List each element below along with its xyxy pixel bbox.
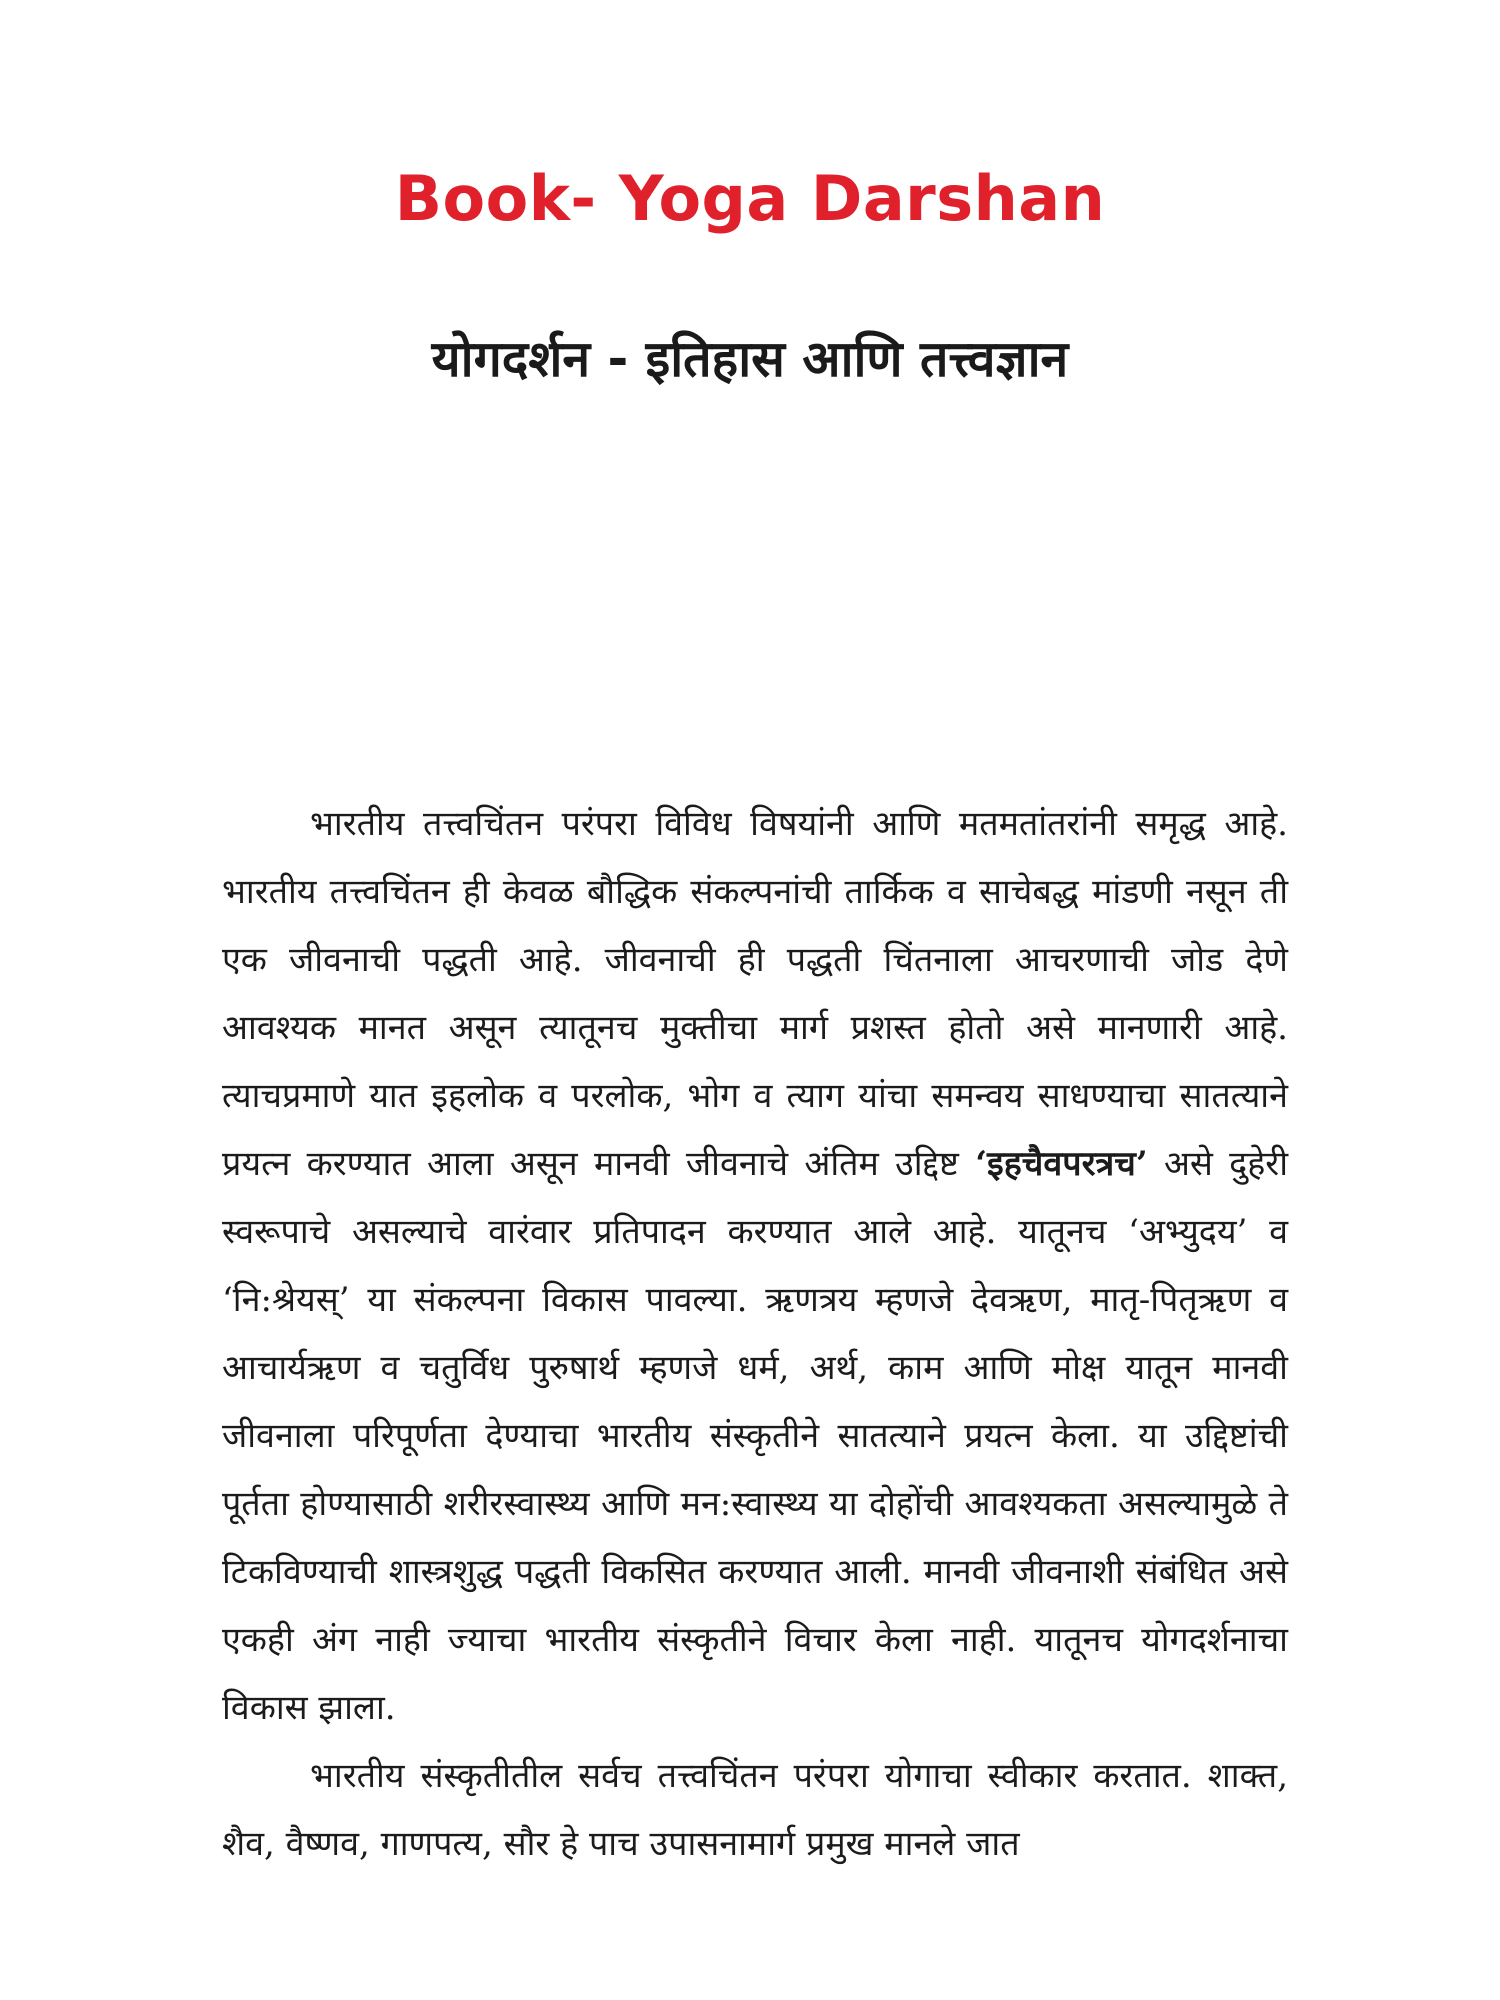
paragraph-1-part-1: भारतीय तत्त्वचिंतन परंपरा विविध विषयांनी आणि मतमतांतरांनी समृद्ध आहे. भारतीय तत्त्वचिंतन ही केवळ बौद्धिक संकल्पनांची तार्किक व साचेबद्ध मांडणी नसून ती एक जीवनाची पद्धती आहे. जीवनाची ही पद्धती चिंतनाला आचरणाची जोड देणे आवश्यक मानत असून त्यातूनच मुक्तीचा मार्ग प्रशस्त होतो असे मानणारी आहे. त्याचप्रमाणे यात इहलोक व परलोक, भोग व त्याग यांचा समन्वय साधण्याचा सातत्याने प्रयत्न करण्यात आला असून मानवी जीवनाचे अंतिम उद्दिष्ट — [222, 804, 1288, 1184]
paragraph-1 — [222, 790, 1288, 1742]
paragraph-2: भारतीय संस्कृतीतील सर्वच तत्त्वचिंतन परंपरा योगाचा स्वीकार करतात. शाक्त, शैव, वैष्णव, गाणपत्य, सौर हे पाच उपासनामार्ग प्रमुख मानले जात — [222, 1756, 1288, 1864]
paragraph-1-part-2: असे दुहेरी स्वरूपाचे असल्याचे वारंवार प्रतिपादन करण्यात आले आहे. यातूनच ‘अभ्युदय’ व ‘नि:श्रेयस्’ या संकल्पना विकास पावल्या. ऋणत्रय म्हणजे देवऋण, मातृ-पितृऋण व आचार्यऋण व चतुर्विध पुरुषार्थ म्हणजे धर्म, अर्थ, काम आणि मोक्ष यातून मानवी जीवनाला परिपूर्णता देण्याचा भारतीय संस्कृतीने सातत्याने प्रयत्न केला. या उद्दिष्टांची पूर्तता होण्यासाठी शरीरस्वास्थ्य आणि मन:स्वास्थ्य या दोहोंची आवश्यकता असल्यामुळे ते टिकविण्याची शास्त्रशुद्ध पद्धती विकसित करण्यात आली. मानवी जीवनाशी संबंधित असे एकही अंग नाही ज्याचा भारतीय संस्कृतीने विचार केला नाही. यातूनच योगदर्शनाचा विकास झाला. — [222, 1144, 1288, 1728]
page-title: योगदर्शन - इतिहास आणि तत्त्वज्ञान — [431, 330, 1069, 388]
book-label: Book- Yoga Darshan — [394, 162, 1106, 235]
bold-term: ‘इहचैवपरत्रच’ — [975, 1144, 1148, 1184]
body-text — [222, 790, 1288, 1878]
